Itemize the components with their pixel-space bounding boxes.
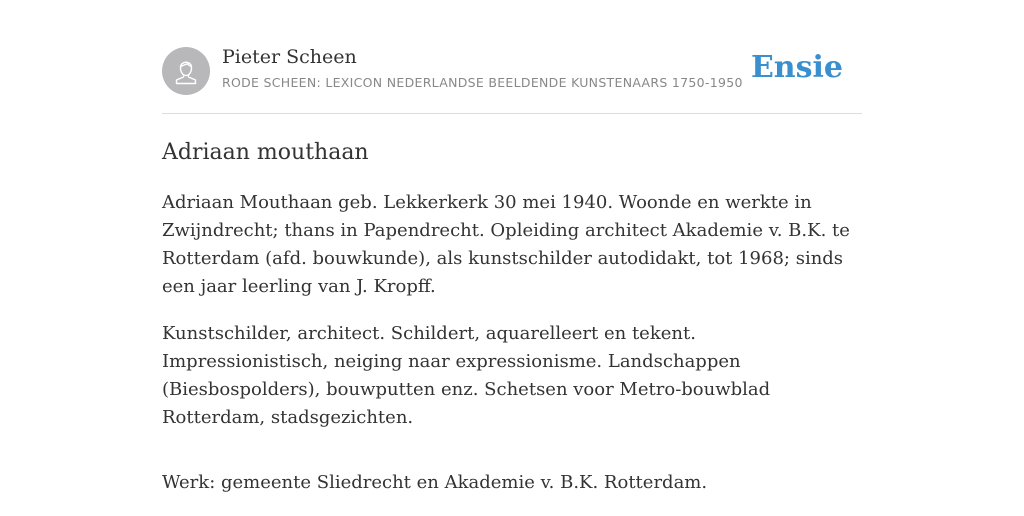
source-title[interactable]: RODE SCHEEN: LEXICON NEDERLANDSE BEELDENDE KUNSTENAARS 1750-1950 [222, 75, 743, 90]
article-paragraph: Werk: gemeente Sliedrecht en Akademie v. B.K. Rotterdam. [162, 472, 708, 493]
article-paragraph: Adriaan Mouthaan geb. Lekkerkerk 30 mei 1940. Woonde en werkte in Zwijndrecht; thans in Papendrecht. Opleiding architect Akademie v. B.K. te Rotterdam (afd. bouwkunde), als kunstschilder autodidakt, tot 1968; sinds een jaar leerling van J. Kropff. [162, 192, 850, 297]
ensie-logo[interactable]: Ensie [750, 50, 843, 85]
article-card [162, 46, 862, 516]
author-name[interactable]: Pieter Scheen [222, 46, 357, 68]
article-header [162, 46, 862, 114]
article-body [162, 189, 862, 497]
article-title: Adriaan mouthaan [162, 140, 369, 165]
user-silhouette-icon [162, 47, 210, 95]
article-paragraph: Kunstschilder, architect. Schildert, aquarelleert en tekent. Impressionistisch, neiging naar expressionisme. Landschappen (Biesbospolders), bouwputten enz. Schetsen voor Metro-bouwblad Rotterdam, stadsgezichten. [162, 323, 771, 428]
author-avatar[interactable] [162, 47, 210, 95]
